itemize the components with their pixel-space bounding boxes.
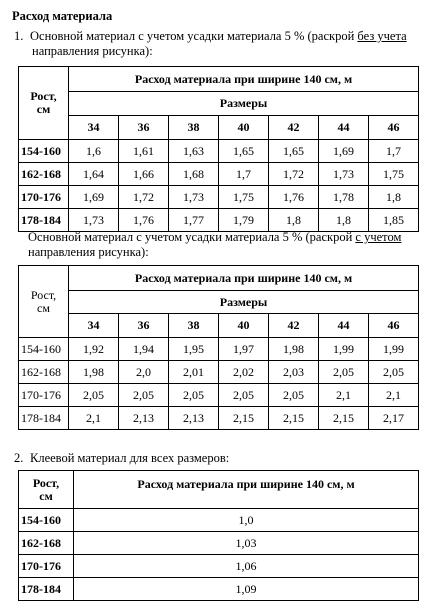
row-height-label: 170-176 bbox=[19, 555, 74, 578]
cell: 2,01 bbox=[169, 361, 219, 384]
table-2 bbox=[18, 265, 419, 430]
cell: 1,8 bbox=[369, 186, 419, 209]
cell: 2,1 bbox=[369, 384, 419, 407]
cell: 1,03 bbox=[74, 532, 419, 555]
cell: 1,98 bbox=[269, 338, 319, 361]
cell: 2,05 bbox=[119, 384, 169, 407]
row-height-label: 162-168 bbox=[19, 361, 69, 384]
table-row bbox=[19, 407, 419, 430]
table-1-size: 40 bbox=[219, 116, 269, 140]
cell: 1,69 bbox=[69, 186, 119, 209]
table-1-header: Расход материала при ширине 140 см, м bbox=[69, 67, 419, 92]
cell: 1,69 bbox=[319, 140, 369, 163]
table-2-corner: Рост, см bbox=[19, 266, 69, 338]
table-row bbox=[19, 361, 419, 384]
table-1-sizes-label: Размеры bbox=[69, 92, 419, 116]
cell: 1,76 bbox=[269, 186, 319, 209]
table-2-sizes-label: Размеры bbox=[69, 291, 419, 314]
cell: 2,05 bbox=[319, 361, 369, 384]
section-1-text bbox=[14, 29, 424, 59]
cell: 1,97 bbox=[219, 338, 269, 361]
section-1-underlined: без учета bbox=[357, 29, 407, 43]
table-row bbox=[19, 163, 419, 186]
table-1-size: 42 bbox=[269, 116, 319, 140]
cell: 1,6 bbox=[69, 140, 119, 163]
row-height-label: 162-168 bbox=[19, 163, 69, 186]
cell: 1,99 bbox=[369, 338, 419, 361]
cell: 1,65 bbox=[269, 140, 319, 163]
table-row bbox=[19, 555, 419, 578]
table-row bbox=[19, 578, 419, 601]
cell: 1,85 bbox=[369, 209, 419, 232]
table-3-corner: Рост, см bbox=[19, 471, 74, 509]
table-1-size: 34 bbox=[69, 116, 119, 140]
cell: 2,0 bbox=[119, 361, 169, 384]
row-height-label: 170-176 bbox=[19, 384, 69, 407]
row-height-label: 154-160 bbox=[19, 509, 74, 532]
section-1-line1: Основной материал с учетом усадки материала 5 % (раскрой bbox=[30, 29, 358, 43]
cell: 1,72 bbox=[119, 186, 169, 209]
table-1-size: 36 bbox=[119, 116, 169, 140]
section-1b-line2: направления рисунка): bbox=[28, 245, 149, 259]
table-2-size: 42 bbox=[269, 314, 319, 338]
cell: 1,79 bbox=[219, 209, 269, 232]
cell: 2,13 bbox=[169, 407, 219, 430]
table-2-size: 38 bbox=[169, 314, 219, 338]
table-3 bbox=[18, 470, 419, 601]
cell: 1,06 bbox=[74, 555, 419, 578]
table-1-corner: Рост, см bbox=[19, 67, 69, 140]
cell: 2,05 bbox=[369, 361, 419, 384]
cell: 2,17 bbox=[369, 407, 419, 430]
section-1-number: 1. bbox=[14, 29, 24, 43]
table-row bbox=[19, 209, 419, 232]
cell: 1,75 bbox=[369, 163, 419, 186]
cell: 1,63 bbox=[169, 140, 219, 163]
row-height-label: 178-184 bbox=[19, 578, 74, 601]
cell: 1,73 bbox=[169, 186, 219, 209]
table-2-size: 36 bbox=[119, 314, 169, 338]
cell: 2,13 bbox=[119, 407, 169, 430]
table-row bbox=[19, 509, 419, 532]
table-2-size: 46 bbox=[369, 314, 419, 338]
cell: 1,73 bbox=[69, 209, 119, 232]
cell: 1,72 bbox=[269, 163, 319, 186]
cell: 2,1 bbox=[319, 384, 369, 407]
section-1b-line1: Основной материал с учетом усадки материала 5 % (раскрой bbox=[28, 230, 356, 244]
cell: 1,68 bbox=[169, 163, 219, 186]
cell: 1,64 bbox=[69, 163, 119, 186]
cell: 1,95 bbox=[169, 338, 219, 361]
section-1b-text bbox=[28, 230, 428, 260]
cell: 2,1 bbox=[69, 407, 119, 430]
row-height-label: 170-176 bbox=[19, 186, 69, 209]
cell: 1,61 bbox=[119, 140, 169, 163]
cell: 2,05 bbox=[69, 384, 119, 407]
cell: 1,09 bbox=[74, 578, 419, 601]
table-row bbox=[19, 186, 419, 209]
cell: 1,66 bbox=[119, 163, 169, 186]
table-1 bbox=[18, 66, 419, 232]
cell: 1,99 bbox=[319, 338, 369, 361]
cell: 2,02 bbox=[219, 361, 269, 384]
page-title: Расход материала bbox=[12, 9, 113, 23]
table-3-header: Расход материала при ширине 140 см, м bbox=[74, 471, 419, 509]
cell: 1,78 bbox=[319, 186, 369, 209]
section-1b-underlined: с учетом bbox=[355, 230, 402, 244]
cell: 2,05 bbox=[269, 384, 319, 407]
table-row bbox=[19, 532, 419, 555]
cell: 1,98 bbox=[69, 361, 119, 384]
cell: 1,8 bbox=[269, 209, 319, 232]
section-2-label: Клеевой материал для всех размеров: bbox=[30, 451, 230, 465]
cell: 2,15 bbox=[269, 407, 319, 430]
cell: 1,7 bbox=[369, 140, 419, 163]
table-1-size: 38 bbox=[169, 116, 219, 140]
cell: 1,77 bbox=[169, 209, 219, 232]
cell: 1,0 bbox=[74, 509, 419, 532]
cell: 1,65 bbox=[219, 140, 269, 163]
cell: 2,15 bbox=[219, 407, 269, 430]
section-2-number: 2. bbox=[14, 451, 24, 465]
row-height-label: 154-160 bbox=[19, 338, 69, 361]
cell: 2,15 bbox=[319, 407, 369, 430]
section-1-line2: направления рисунка): bbox=[32, 44, 153, 58]
table-2-size: 34 bbox=[69, 314, 119, 338]
table-1-size: 46 bbox=[369, 116, 419, 140]
cell: 1,75 bbox=[219, 186, 269, 209]
row-height-label: 162-168 bbox=[19, 532, 74, 555]
row-height-label: 178-184 bbox=[19, 209, 69, 232]
cell: 1,73 bbox=[319, 163, 369, 186]
table-row bbox=[19, 338, 419, 361]
cell: 2,05 bbox=[169, 384, 219, 407]
cell: 1,92 bbox=[69, 338, 119, 361]
table-row bbox=[19, 384, 419, 407]
table-2-size: 44 bbox=[319, 314, 369, 338]
row-height-label: 154-160 bbox=[19, 140, 69, 163]
table-2-size: 40 bbox=[219, 314, 269, 338]
section-2-text bbox=[14, 451, 424, 466]
table-1-size: 44 bbox=[319, 116, 369, 140]
cell: 2,03 bbox=[269, 361, 319, 384]
table-2-header: Расход материала при ширине 140 см, м bbox=[69, 266, 419, 291]
cell: 2,05 bbox=[219, 384, 269, 407]
cell: 1,94 bbox=[119, 338, 169, 361]
cell: 1,76 bbox=[119, 209, 169, 232]
table-row bbox=[19, 140, 419, 163]
cell: 1,8 bbox=[319, 209, 369, 232]
row-height-label: 178-184 bbox=[19, 407, 69, 430]
cell: 1,7 bbox=[219, 163, 269, 186]
